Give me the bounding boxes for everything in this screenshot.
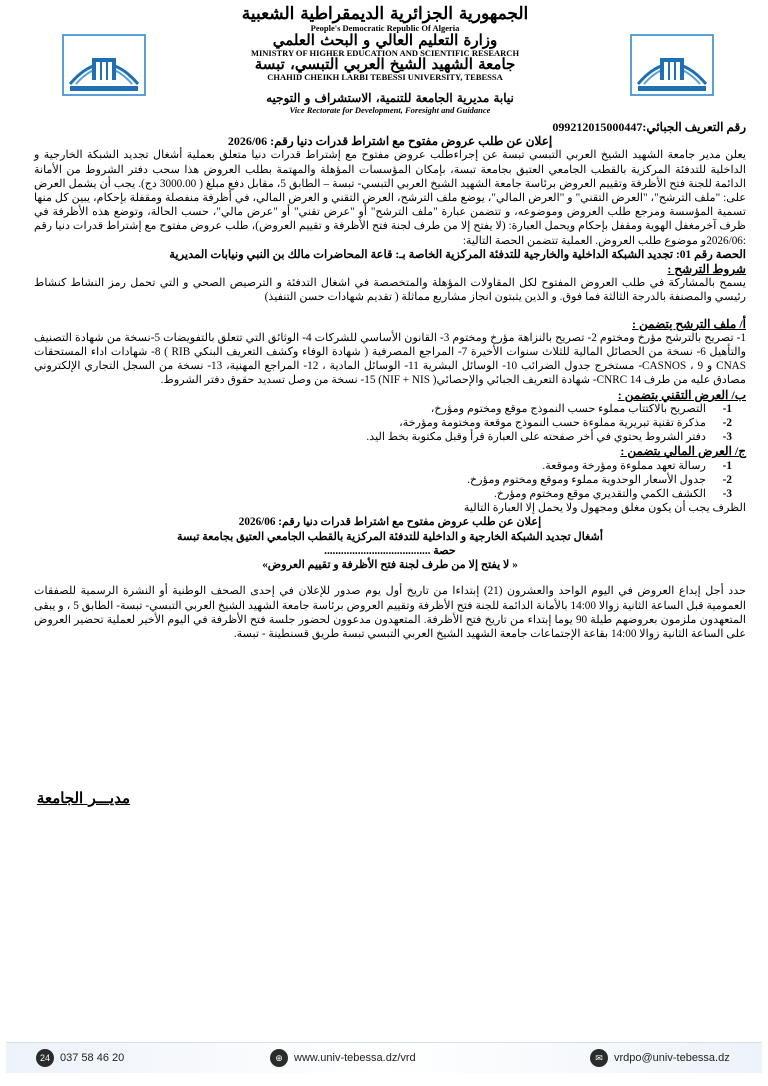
vice-rectorate-arabic: نيابة مديرية الجامعة للتنمية، الاستشراف و التوجيه (266, 91, 514, 105)
footer-email[interactable] (590, 1049, 730, 1067)
conditions-paragraph: يسمح بالمشاركة في طلب العروض المفتوح لكل المقاولات المؤهلة والمتخصصة في اشغال التدفئة و الترصيص الصحي و التي تحمل رمز النشاط كنشاط رئيسي والمصنفة بالدرجة الثالثة فما فوق. و الذين يثبتون انجاز مشاريع مماثلة ( تقديم شهادات حسن التنفيذ) (34, 277, 746, 304)
announcement-body (34, 120, 746, 641)
intro-paragraph: يعلن مدير جامعة الشهيد الشيخ العربي التبسي تبسة عن إجراءطلب عروض مفتوح مع إشتراط قدرات دنيا متعلق بعملية أشغال تجديد الشبكة الخارجية و الداخلية للتدفئة المركزية بالقطب الجامعي العتيق بجامعة تبسة، بإمكان المؤسسات المؤهلة والمهتمة بطلب العروض هذا سحب دفتر الشروط من الأمانة الدائمة للجنة فتح الأظرفة وتقييم العروض برئاسة جامعة الشهيد الشيخ العربي التبسي- تبسة – الطابق 5، مقابل دفع مبلغ ( 3000.00 دج). يجب أن يشمل العرض على: "ملف الترشح"، "العرض التقني" و "العرض المالي"، يوضع ملف الترشح، العرض التقني و العرض المالي، في أظرفة منفصلة ومقفلة بإحكام، يبين كل منها تسمية المؤسسة ومرجع طلب العروض وموضوعه، و تتضمن عبارة "ملف الترشح" أو "عرض تقني" أو "عرض مالي"، حسب الحالة، وتوضع هذه الأظرفة في ظرف آخرمغفل الهوية ومقفل بإحكام ويحمل العبارة: (لا يفتح إلا من طرف لجنة فتح الأظرفة و تقييم العروض)، طلب عروض مفتوح مع إشتراط قدرات دنيا رقم :2026/06و موضوع طلب العروض. العملية تتضمن الحصة التالية: (34, 149, 746, 247)
deadline-paragraph: حدد أجل إيداع العروض في اليوم الواحد والعشرون (21) إبتداءا من تاريخ أول يوم صدور للإعلان في إحدى الصحف الوطنية أو النشرة الرسمية للصفقات العمومية قبل الساعة الثانية زوالا 14:00 بالأمانة الدائمة للجنة فتح الأظرفة وتقييم العروض برئاسة جامعة الشهيد الشيخ العربي التبسي- تبسة- الطابق 5 ، و يبقى المتعهدون ملزمون بعروضهم طيلة 90 يوما إبتداء من تاريخ فتح الأظرفة. المتعهدون مدعوون لحضور جلسة فتح الأظرفة في اليوم الأخير لعملية تحضير العروض على الساعة الثانية زوالا 14:00 بقاعة الإجتماعات جامعة الشهيد الشيخ العربي التبسي تبسة طريق قسنطينة - تبسة. (34, 585, 746, 640)
letterhead (0, 4, 768, 116)
tax-id: رقم التعريف الجبائي:099212015000447 (552, 120, 746, 134)
list-item: 1- التصريح بالاكتتاب مملوء حسب النموذج موقع ومختوم ومؤرخ، (430, 402, 732, 415)
university-logo-right (630, 34, 714, 96)
footer (0, 1038, 768, 1086)
footer-email-text: vrdpo@univ-tebessa.dz (614, 1052, 730, 1064)
footer-website-text: www.univ-tebessa.dz/vrd (294, 1052, 416, 1064)
list-item: 3- دفتر الشروط يحتوي في أخر صفحته على العبارة قرأ وقبل مكتوبة بخط اليد. (366, 431, 732, 444)
header-english-republic: People's Democratic Republic Of Algeria (310, 22, 460, 33)
technical-offer-list (34, 402, 746, 445)
signature-title: مديـــر الجامعة (36, 789, 130, 807)
list-item: 1- رسالة تعهد مملوءة ومؤرخة وموقعة. (542, 459, 732, 472)
financial-offer-list (34, 459, 746, 502)
list-item: 3- الكشف الكمي والتقديري موقع ومختوم ومؤرخ. (494, 488, 732, 501)
envelope-subject: أشغال تجديد الشبكة الخارجية و الداخلية للتدفئة المركزية بالقطب الجامعي العتيق بجامعة تبسة (176, 530, 603, 543)
list-item: 2- جدول الأسعار الوحدوية مملوء وموقع ومختوم ومؤرخ. (467, 473, 732, 486)
conditions-heading: شروط الترشح : (667, 262, 746, 277)
university-logo-left (62, 34, 146, 96)
envelope-lot: حصة ...................................... (324, 544, 456, 557)
envelope-note: الظرف يجب أن يكون مغلق ومجهول ولا يحمل إلا العبارة التالية (463, 502, 746, 515)
email-icon: ✉ (590, 1049, 608, 1067)
financial-offer-heading: ج/ العرض المالي يتضمن : (620, 444, 746, 459)
header-english-ministry: MINISTRY OF HIGHER EDUCATION AND SCIENTIFIC RESEARCH (250, 47, 520, 58)
lot-description: الحصة رقم 01: تجديد الشبكة الداخلية والخارجية للتدفئة المركزية الخاصة بـ: قاعة المحاضرات مالك بن النبي ونيابات المديرية (169, 248, 746, 261)
footer-phone (36, 1049, 124, 1067)
globe-icon: ⊕ (270, 1049, 288, 1067)
header-arabic-republic: الجمهورية الجزائرية الديمقراطية الشعبية (241, 4, 529, 24)
list-item: 2- مذكرة تقنية تبريرية مملوءة حسب النموذج موقعة ومختومة ومؤرخة، (399, 417, 732, 430)
application-file-heading: أ/ ملف الترشح يتضمن : (632, 316, 746, 331)
announcement-title: إعلان عن طلب عروض مفتوح مع اشتراط قدرات دنيا رقم: 2026/06 (227, 134, 553, 149)
header-arabic-ministry: وزارة التعليم العالي و البحث العلمي (272, 30, 498, 49)
footer-website[interactable] (270, 1049, 416, 1067)
footer-phone-text: 037 58 46 20 (60, 1052, 125, 1064)
header-arabic-university: جامعة الشهيد الشيخ العربي التبسي، تبسة (254, 55, 516, 74)
phone-icon: 24 (36, 1049, 54, 1067)
header-english-university: CHAHID CHEIKH LARBI TEBESSI UNIVERSITY, TEBESSA (267, 72, 503, 83)
envelope-quote: « لا يفتح إلا من طرف لجنة فتح الأظرفة و تقييم العروض» (262, 559, 518, 572)
envelope-title: إعلان عن طلب عروض مفتوح مع اشتراط قدرات دنيا رقم: 2026/06 (238, 516, 542, 529)
technical-offer-heading: ب/ العرض التقني يتضمن : (617, 387, 746, 402)
vice-rectorate-english: Vice Rectorate for Development, Foresight and Guidance (289, 105, 491, 116)
application-file-paragraph: 1- تصريح بالترشح مؤرخ ومختوم 2- تصريح بالنزاهة مؤرخ ومختوم 3- القانون الأساسي للشركات 4- الوثائق التي تتعلق بالتفويضات 5-نسخة من شهادة التصنيف والتأهيل 6- نسخة من الحصائل المالية للثلاث سنوات الأخيرة 7- المراجع المصرفية ( شهادة الوفاء وكشف التعريف البنكي RIB ) 8- شهادات اداء المستحقات CNAS و CASNOS ، 9- مستخرج جدول الضرائب 10- الوسائل البشرية 11- الوسائل المادية ، 12- المراجع المهنية، 13- نسخة من السجل التجاري الإلكتروني مصادق عليه من طرف CNRC 14- شهادة التعريف الجبائي والإحصائي( NIF + NIS) 15- نسخة من وصل تسديد حقوق دفتر الشروط. (34, 331, 747, 387)
